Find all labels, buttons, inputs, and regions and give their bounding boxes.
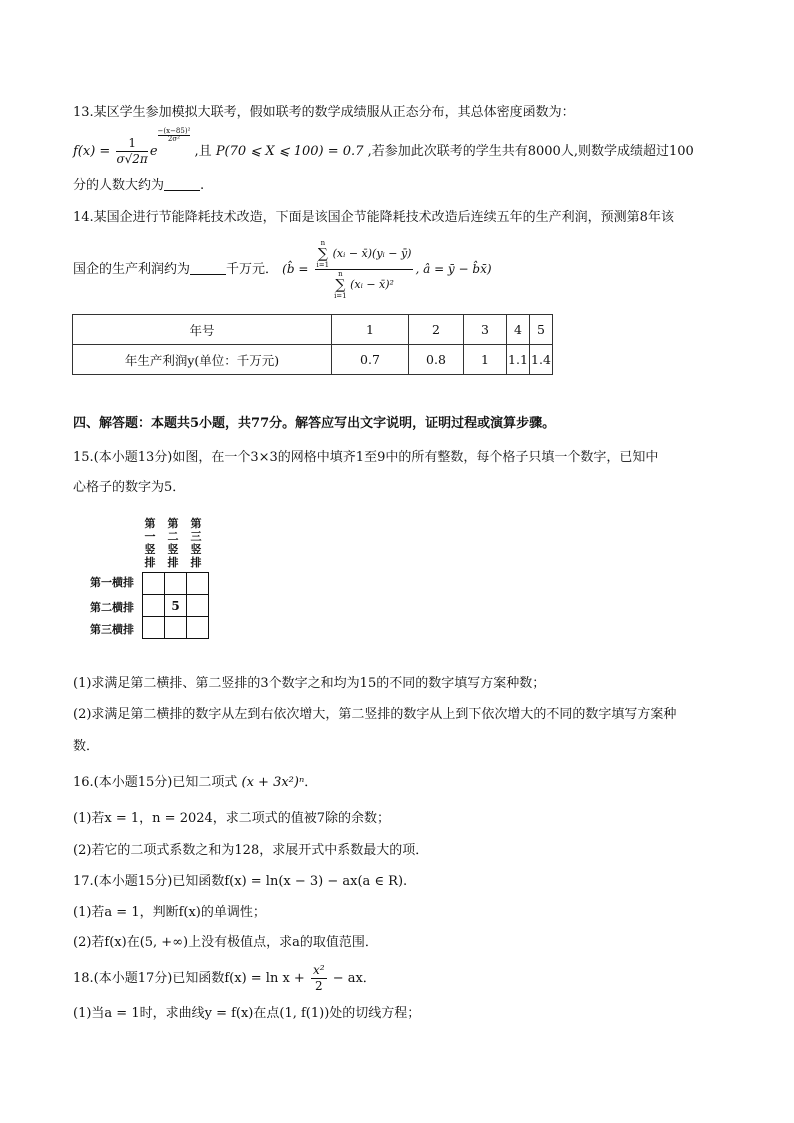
q15-part2-line2: 数． bbox=[73, 739, 100, 754]
table-cell-profit-5: 1.4 bbox=[530, 345, 553, 375]
section-4-header: 四、解答题：本题共5小题，共77分。解答应写出文字说明，证明过程或演算步骤。 bbox=[73, 416, 556, 431]
q14-stem-line2 bbox=[73, 234, 492, 304]
q17-part1: (1)若a = 1，判断f(x)的单调性； bbox=[73, 905, 266, 920]
grid-cell bbox=[143, 617, 165, 639]
q14-line2-text-a: 国企的生产利润约为 bbox=[73, 262, 191, 277]
q14-hint-num-expr: (xᵢ − x̄)(yᵢ − ȳ) bbox=[332, 247, 412, 260]
q15-stem-line2: 心格子的数字为5． bbox=[73, 480, 186, 495]
q15-grid bbox=[142, 572, 209, 639]
q14-line2-text-b: 千万元． bbox=[226, 262, 279, 277]
q14-answer-blank bbox=[190, 262, 226, 275]
grid-cell bbox=[187, 617, 209, 639]
grid-cell bbox=[187, 573, 209, 595]
q14-hint-fraction bbox=[315, 239, 414, 300]
q15-row-label-2: 第二横排 bbox=[90, 601, 134, 614]
q18-stem bbox=[73, 962, 376, 996]
q14-hint-denominator bbox=[315, 270, 414, 300]
q14-stem-line1: 14.某国企进行节能降耗技术改造，下面是该国企节能降耗技术改造后连续五年的生产利润，预测第8年该 bbox=[73, 210, 674, 225]
q14-hint-numerator bbox=[315, 239, 414, 270]
q13-answer-blank bbox=[164, 178, 200, 191]
q15-col-label-1: 第一竖排 bbox=[144, 517, 156, 569]
q16-stem bbox=[73, 774, 317, 792]
table-cell-year-1: 1 bbox=[332, 315, 409, 345]
q14-hint-den-expr: (xᵢ − x̄)² bbox=[350, 278, 394, 291]
q13-density-exponent: $\frac{\text{−(x−85)²}}{\text{2σ²}}$ bbox=[157, 127, 191, 143]
table-header-year: 年号 bbox=[73, 315, 332, 345]
q13-mid-text-2: ,若参加此次联考的学生共有8000人,则数学成绩超过100 bbox=[367, 144, 694, 159]
q18-stem-text-b: − ax． bbox=[332, 971, 376, 986]
q13-exp-num: (x−85)² bbox=[163, 127, 191, 135]
q13-density-e: e bbox=[149, 144, 158, 159]
q15-row-label-1: 第一横排 bbox=[90, 576, 134, 589]
q15-row-label-3: 第三横排 bbox=[90, 623, 134, 636]
q13-density-fraction bbox=[116, 136, 147, 167]
q15-part1: (1)求满足第二横排、第二竖排的3个数字之和均为15的不同的数字填写方案种数； bbox=[73, 676, 546, 691]
q14-profit-table bbox=[72, 314, 553, 375]
q13-exp-den: 2σ² bbox=[167, 135, 180, 143]
q16-binomial: (x + 3x²)ⁿ bbox=[241, 775, 305, 790]
q16-stem-text: 16.(本小题15分)已知二项式 bbox=[73, 775, 238, 790]
q18-part1: (1)当a = 1时，求曲线y = f(x)在点(1, f(1))处的切线方程； bbox=[73, 1006, 421, 1021]
q15-col-label-2: 第二竖排 bbox=[167, 517, 179, 569]
q17-stem: 17.(本小题15分)已知函数f(x) = ln(x − 3) − ax(a ∈ R). bbox=[73, 874, 408, 889]
q13-line3-text: 分的人数大约为 bbox=[73, 178, 165, 193]
grid-cell bbox=[143, 573, 165, 595]
q18-fraction bbox=[311, 963, 327, 994]
q13-stem-line3 bbox=[73, 177, 204, 195]
q15-stem-line1: 15.(本小题13分)如图，在一个3×3的网格中填齐1至9中的所有整数，每个格子只填一个数字，已知中 bbox=[73, 450, 659, 465]
q13-stem-line1: 13.某区学生参加模拟大联考，假如联考的数学成绩服从正态分布，其总体密度函数为： bbox=[73, 105, 575, 120]
q15-part2-line1: (2)求满足第二横排的数字从左到右依次增大，第二竖排的数字从上到下依次增大的不同的数字填写方案种 bbox=[73, 707, 677, 722]
table-cell-profit-4: 1.1 bbox=[507, 345, 530, 375]
grid-row bbox=[143, 573, 209, 595]
table-cell-year-4: 4 bbox=[507, 315, 530, 345]
q13-stem-line2 bbox=[73, 128, 694, 172]
grid-cell bbox=[187, 595, 209, 617]
table-cell-year-5: 5 bbox=[530, 315, 553, 345]
q13-mid-text-1: ,且 bbox=[194, 144, 212, 159]
table-cell-year-3: 3 bbox=[464, 315, 507, 345]
grid-cell bbox=[165, 573, 187, 595]
q18-frac-num: x² bbox=[312, 963, 325, 977]
q15-grid-figure bbox=[90, 517, 230, 647]
q18-frac-den: 2 bbox=[314, 979, 323, 993]
q16-part2: (2)若它的二项式系数之和为128，求展开式中系数最大的项． bbox=[73, 843, 429, 858]
table-cell-profit-3: 1 bbox=[464, 345, 507, 375]
q13-density-lhs: f(x) = bbox=[73, 144, 111, 159]
q14-hint-ahat: , â = ȳ − b̂x̄) bbox=[415, 262, 492, 276]
q13-density-num: 1 bbox=[116, 136, 147, 152]
q16-stem-end: ． bbox=[304, 775, 318, 790]
table-cell-year-2: 2 bbox=[409, 315, 464, 345]
q16-part1: (1)若x = 1，n = 2024，求二项式的值被7除的余数； bbox=[73, 811, 391, 826]
table-cell-profit-2: 0.8 bbox=[409, 345, 464, 375]
q13-probability: P(70 ⩽ X ⩽ 100) = 0.7 bbox=[215, 144, 364, 159]
grid-row bbox=[143, 595, 209, 617]
table-row bbox=[73, 315, 553, 345]
q14-sum-symbol-top: n ∑ i=1 bbox=[316, 239, 330, 269]
q18-stem-text-a: 18.(本小题17分)已知函数f(x) = ln x + bbox=[73, 971, 305, 986]
q14-hint-bhat: (b̂ = bbox=[282, 262, 309, 276]
grid-cell bbox=[165, 617, 187, 639]
grid-row bbox=[143, 617, 209, 639]
q14-sum-symbol-bottom: n ∑ i=1 bbox=[334, 270, 347, 300]
q13-line3-end: . bbox=[200, 178, 205, 193]
q13-density-den: σ√2π bbox=[116, 152, 148, 166]
grid-cell bbox=[143, 595, 165, 617]
q17-part2: (2)若f(x)在(5, +∞)上没有极值点，求a的取值范围． bbox=[73, 935, 378, 950]
table-row bbox=[73, 345, 553, 375]
table-cell-profit-1: 0.7 bbox=[332, 345, 409, 375]
q15-col-label-3: 第三竖排 bbox=[190, 517, 202, 569]
grid-center-cell: 5 bbox=[165, 595, 187, 617]
table-header-profit: 年生产利润y(单位：千万元) bbox=[73, 345, 332, 375]
